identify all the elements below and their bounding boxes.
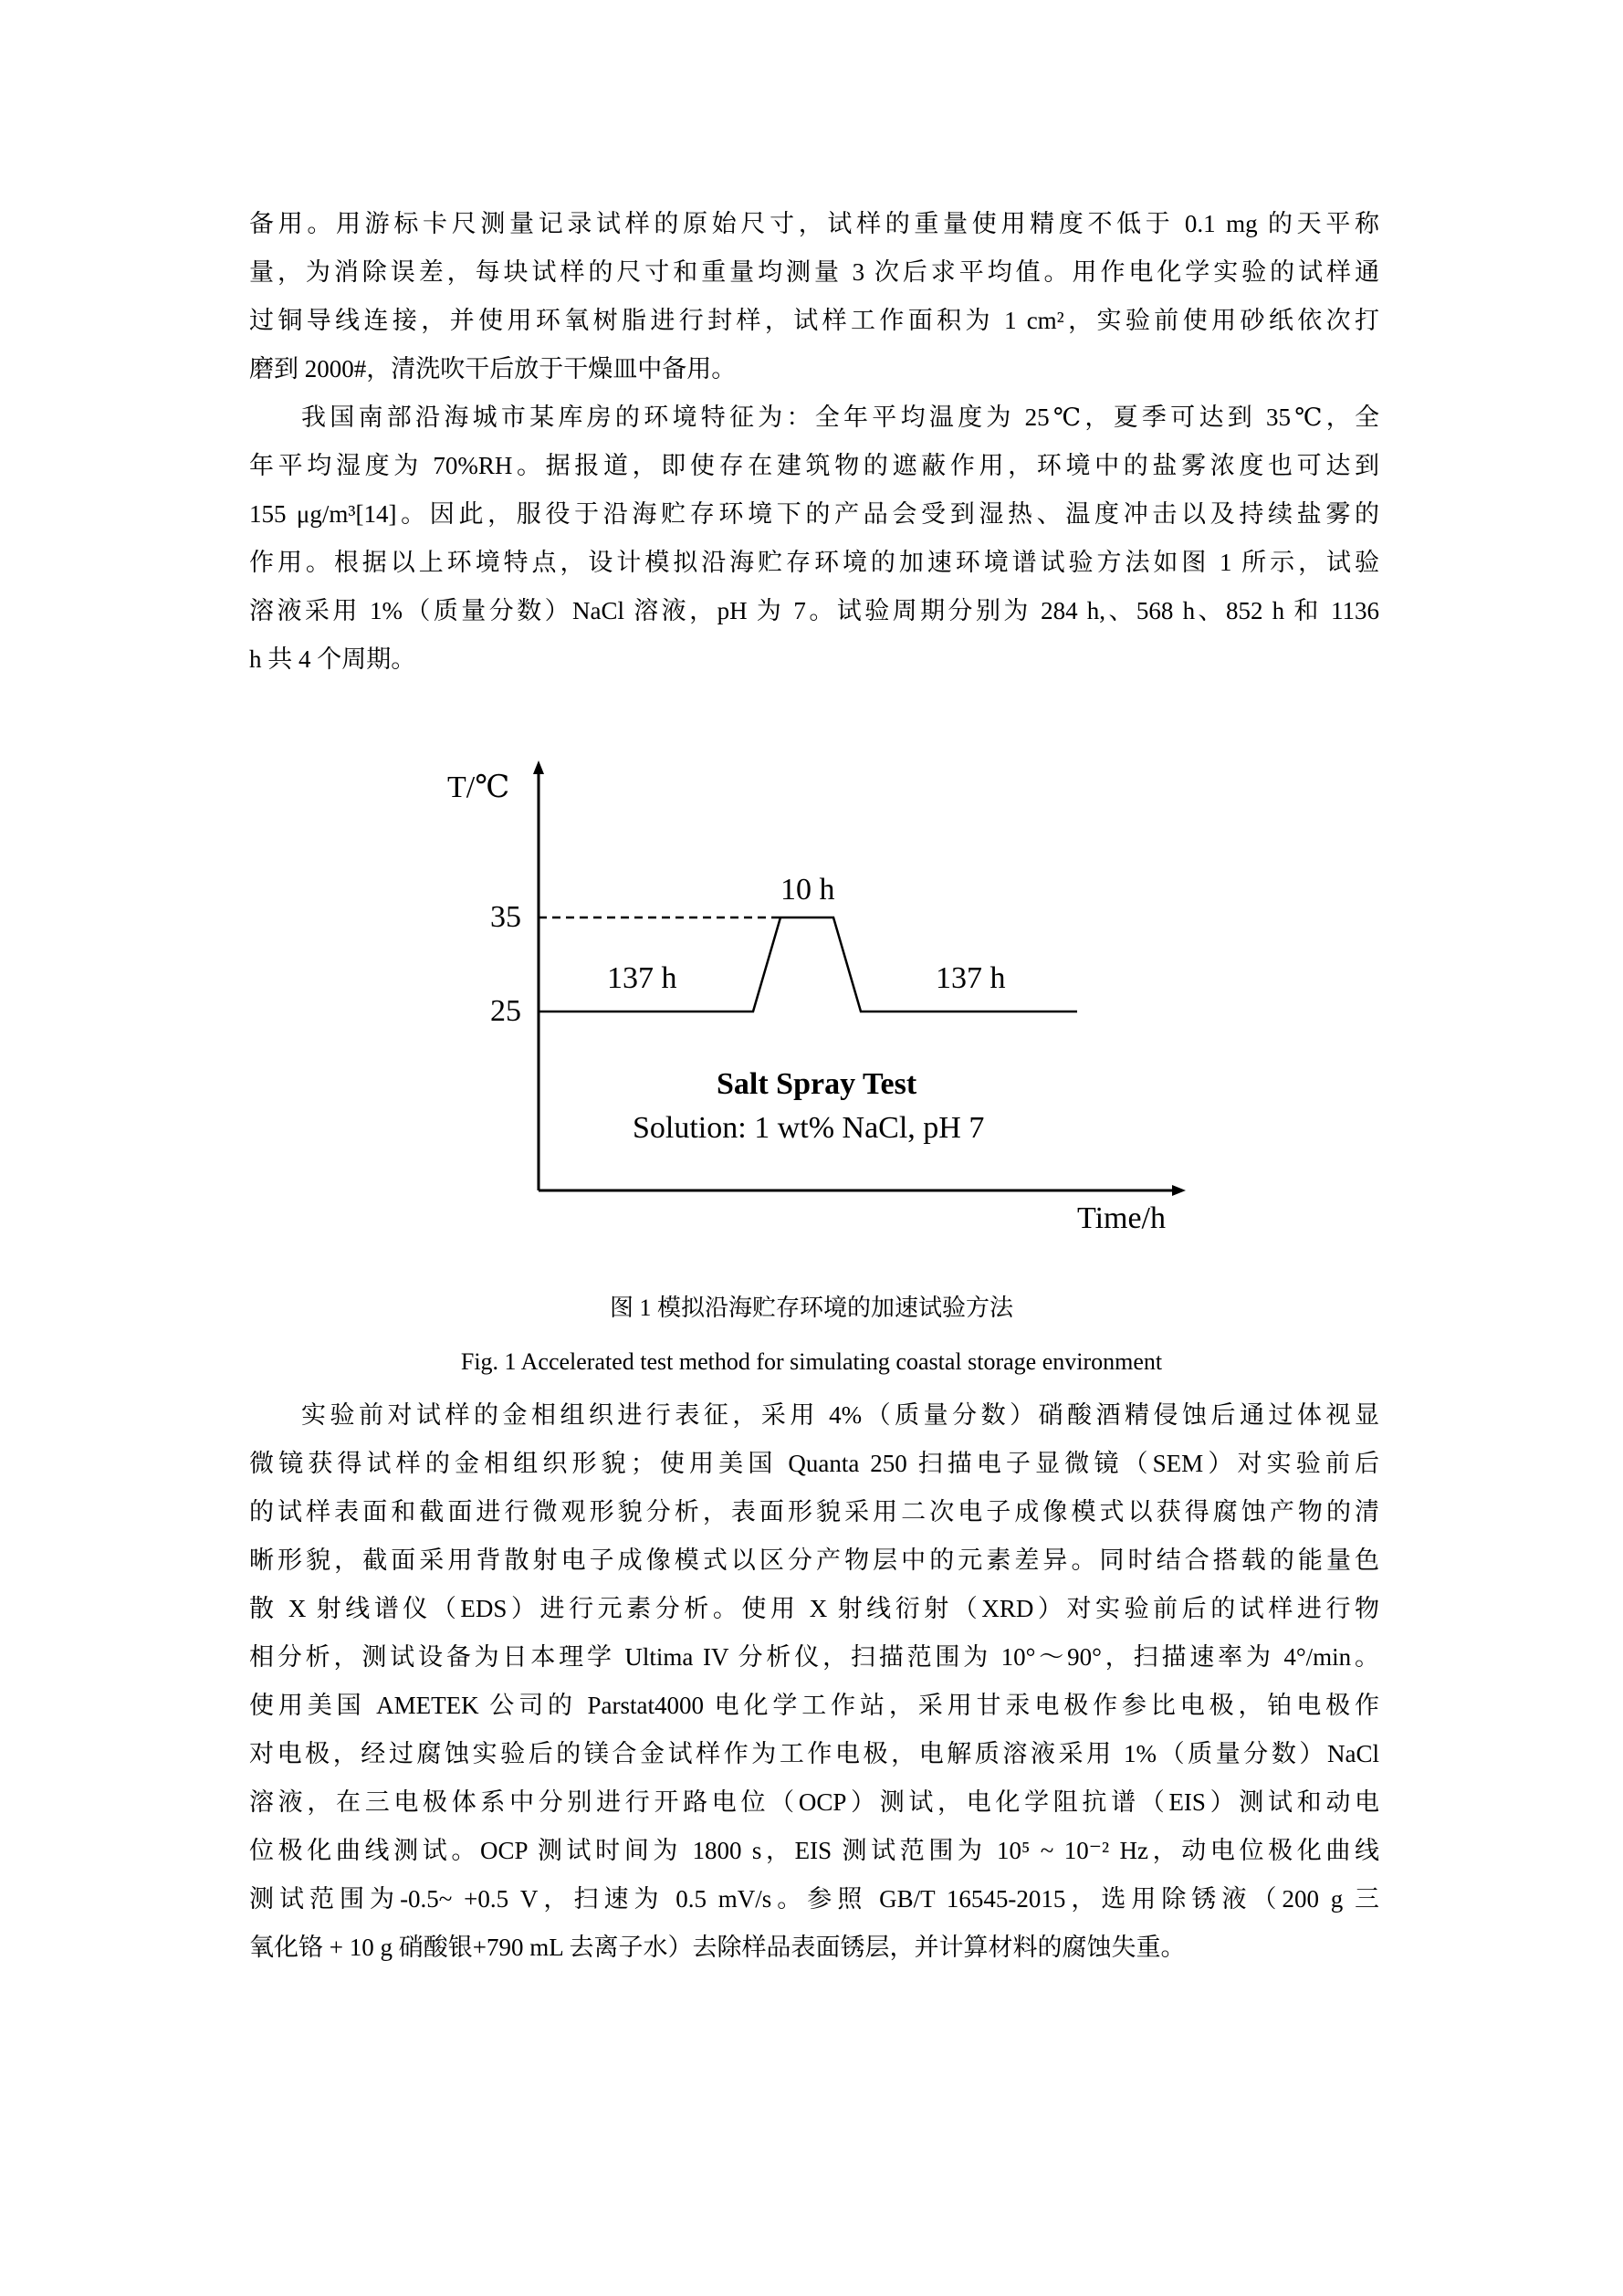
paragraph-3-line-7: 使用美国 AMETEK 公司的 Parstat4000 电化学工作站，采用甘汞电极作参比电极，铂电极作 [249, 1692, 1379, 1719]
paragraph-3-line-1: 实验前对试样的金相组织进行表征，采用 4%（质量分数）硝酸酒精侵蚀后通过体视显 [301, 1401, 1379, 1429]
paragraph-3-line-4: 晰形貌，截面采用背散射电子成像模式以区分产物层中的元素差异。同时结合搭载的能量色 [249, 1546, 1379, 1574]
x-axis-arrow-icon [1172, 1185, 1186, 1196]
paragraph-2-line-4: 作用。根据以上环境特点，设计模拟沿海贮存环境的加速环境谱试验方法如图 1 所示，试验 [249, 549, 1379, 576]
paragraph-3-line-6: 相分析，测试设备为日本理学 Ultima IV 分析仪，扫描范围为 10°～90°，扫描速率为 4°/min。 [249, 1643, 1379, 1671]
paragraph-3-line-12: 氧化铬 + 10 g 硝酸银+790 mL 去离子水）去除样品表面锈层，并计算材料的腐蚀失重。 [249, 1934, 1186, 1961]
x-axis-label: Time/h [1077, 1201, 1167, 1235]
y-axis-arrow-icon [533, 760, 544, 774]
paragraph-2-line-6: h 共 4 个周期。 [249, 645, 416, 673]
segment-label-peak: 10 h [780, 873, 835, 907]
paragraph-3-line-11: 测试范围为-0.5~ +0.5 V，扫速为 0.5 mV/s。参照 GB/T 16545-2015，选用除锈液（200 g 三 [249, 1885, 1379, 1913]
figure-caption-en: Fig. 1 Accelerated test method for simulating coastal storage environment [460, 1348, 1163, 1375]
paragraph-3-line-9: 溶液，在三电极体系中分别进行开路电位（OCP）测试，电化学阻抗谱（EIS）测试和动电 [249, 1788, 1379, 1816]
paragraph-2-line-1: 我国南部沿海城市某库房的环境特征为：全年平均温度为 25℃，夏季可达到 35℃，全 [301, 404, 1379, 431]
chart-subtitle: Solution: 1 wt% NaCl, pH 7 [633, 1111, 985, 1145]
y-tick-25: 25 [490, 994, 521, 1028]
y-axis-label: T/℃ [447, 771, 510, 804]
segment-label-right: 137 h [936, 961, 1006, 995]
paragraph-2-line-3: 155 μg/m³[14]。因此，服役于沿海贮存环境下的产品会受到湿热、温度冲击以及持续盐雾的 [249, 500, 1379, 528]
paragraph-3-line-10: 位极化曲线测试。OCP 测试时间为 1800 s，EIS 测试范围为 10⁵ ~ 10⁻² Hz，动电位极化曲线 [249, 1837, 1379, 1864]
y-tick-35: 35 [490, 900, 521, 934]
paragraph-2-line-5: 溶液采用 1%（质量分数）NaCl 溶液，pH 为 7。试验周期分别为 284 h,、568 h、852 h 和 1136 [249, 597, 1379, 624]
paragraph-3-line-2: 微镜获得试样的金相组织形貌；使用美国 Quanta 250 扫描电子显微镜（SEM）对实验前后 [249, 1450, 1379, 1477]
paragraph-3-line-3: 的试样表面和截面进行微观形貌分析，表面形貌采用二次电子成像模式以获得腐蚀产物的清 [249, 1498, 1379, 1525]
paragraph-3-line-5: 散 X 射线谱仪（EDS）进行元素分析。使用 X 射线衍射（XRD）对实验前后的试样进行物 [249, 1595, 1379, 1622]
chart-title: Salt Spray Test [717, 1067, 917, 1101]
temperature-profile-line [539, 917, 1077, 1012]
segment-label-left: 137 h [607, 961, 677, 995]
paragraph-2-line-2: 年平均湿度为 70%RH。据报道，即使存在建筑物的遮蔽作用，环境中的盐雾浓度也可达到 [249, 452, 1379, 479]
paragraph-1-line-4: 磨到 2000#，清洗吹干后放于干燥皿中备用。 [249, 355, 737, 383]
figure-caption-zh: 图 1 模拟沿海贮存环境的加速试验方法 [609, 1295, 1013, 1321]
paragraph-1-line-2: 量，为消除误差，每块试样的尺寸和重量均测量 3 次后求平均值。用作电化学实验的试样通 [249, 258, 1379, 286]
paragraph-1-line-3: 过铜导线连接，并使用环氧树脂进行封样，试样工作面积为 1 cm²，实验前使用砂纸依次打 [249, 307, 1379, 334]
paragraph-1-line-1: 备用。用游标卡尺测量记录试样的原始尺寸，试样的重量使用精度不低于 0.1 mg 的天平称 [249, 210, 1379, 237]
paragraph-3-line-8: 对电极，经过腐蚀实验后的镁合金试样作为工作电极，电解质溶液采用 1%（质量分数）NaCl [249, 1740, 1379, 1767]
